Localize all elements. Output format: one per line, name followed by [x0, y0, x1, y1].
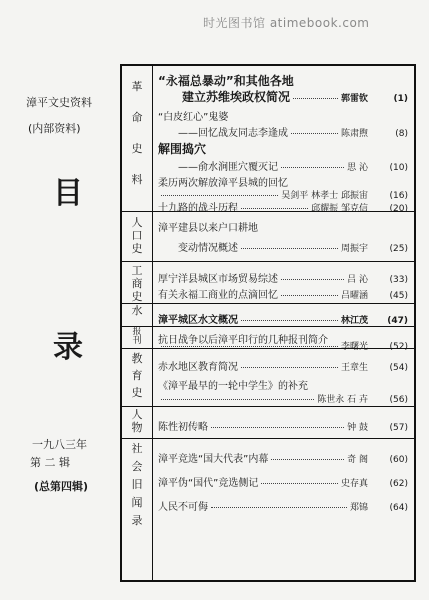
- section-divider: [122, 303, 414, 304]
- toc-entry[interactable]: 十九路的战斗历程 邱耀振 邹克信 (20): [158, 203, 408, 214]
- series-name: 漳平文史资料: [26, 96, 92, 109]
- toc-entry[interactable]: 厚宁洋县城区市场贸易综述 吕 沁 (33): [158, 274, 408, 285]
- category-education-history: 教 育 史: [131, 352, 143, 399]
- toc-entry[interactable]: 陈世永 石 卉 (56): [158, 392, 408, 405]
- toc-entry[interactable]: 有关永福工商业的点滴回忆 吕曜涵 (45): [158, 290, 408, 301]
- toc-entry[interactable]: 建立苏维埃政权简况 郭雷钦 (1): [182, 90, 408, 104]
- toc-entry[interactable]: 抗日战争以后漳平印行的几种报刊简介: [158, 335, 328, 346]
- toc-entry[interactable]: 漳平建县以来户口耕地: [158, 223, 258, 234]
- toc-entry[interactable]: “永福总暴动”和其他各地: [158, 74, 294, 88]
- watermark: 时光图书馆 atimebook.com: [203, 16, 370, 30]
- title-char-2: 录: [53, 330, 83, 365]
- toc-entry[interactable]: “白皮红心”鬼婆: [158, 112, 229, 123]
- toc-entry[interactable]: 变动情况概述 周振宇 (25): [178, 243, 408, 254]
- toc-entry[interactable]: 漳平伪“国代”竞选侧记 史存真 (62): [158, 478, 408, 489]
- year-label: 一九八三年: [32, 438, 87, 451]
- toc-entry[interactable]: 吴剑平 林孝士 邱振宙 (16): [158, 188, 408, 201]
- title-char-1: 目: [53, 176, 83, 211]
- category-social-anecdotes: 社 会 旧 闻 录: [131, 442, 143, 527]
- toc-entry[interactable]: 漳平竞选“国大代表”内幕 奇 阁 (60): [158, 454, 408, 465]
- section-divider: [122, 406, 414, 407]
- internal-label: (内部资料): [28, 122, 81, 135]
- category-population-history: 人 口 史: [131, 216, 143, 255]
- category-hydrology-history: 水: [131, 304, 143, 317]
- category-biography: 人 物: [131, 408, 143, 434]
- section-divider: [122, 326, 414, 327]
- section-divider: [122, 261, 414, 262]
- toc-entry[interactable]: ——回忆战友同志李逢成 陈肃煦 (8): [178, 128, 408, 139]
- category-revolution-history: 革 命 史 料: [131, 80, 143, 186]
- toc-entry[interactable]: ——俞水涧匪穴覆灭记 思 沁 (10): [178, 162, 408, 173]
- toc-entry[interactable]: 人民不可侮 郑锦 (64): [158, 502, 408, 513]
- section-divider: [122, 438, 414, 439]
- toc-entry[interactable]: 柔历两次解放漳平县城的回忆: [158, 178, 288, 189]
- category-commerce-history: 工 商 史: [131, 264, 143, 303]
- toc-entry[interactable]: 李曙光 (52): [158, 339, 408, 352]
- toc-entry[interactable]: 陈性初传略 钟 鼓 (57): [158, 422, 408, 433]
- toc-entry[interactable]: 解围捣穴: [158, 142, 207, 156]
- toc-entry[interactable]: 漳平城区水文概况 林江茂 (47): [158, 315, 408, 326]
- toc-entry[interactable]: 赤水地区教育简况 王章生 (54): [158, 362, 408, 373]
- toc-entry[interactable]: 《漳平最早的一轮中学生》的补充: [158, 381, 308, 392]
- total-issue-label: (总第四辑): [34, 480, 89, 493]
- issue-label: 第 二 辑: [30, 456, 70, 469]
- contents-table: [120, 64, 416, 582]
- category-press-history: 报 刊: [132, 327, 142, 346]
